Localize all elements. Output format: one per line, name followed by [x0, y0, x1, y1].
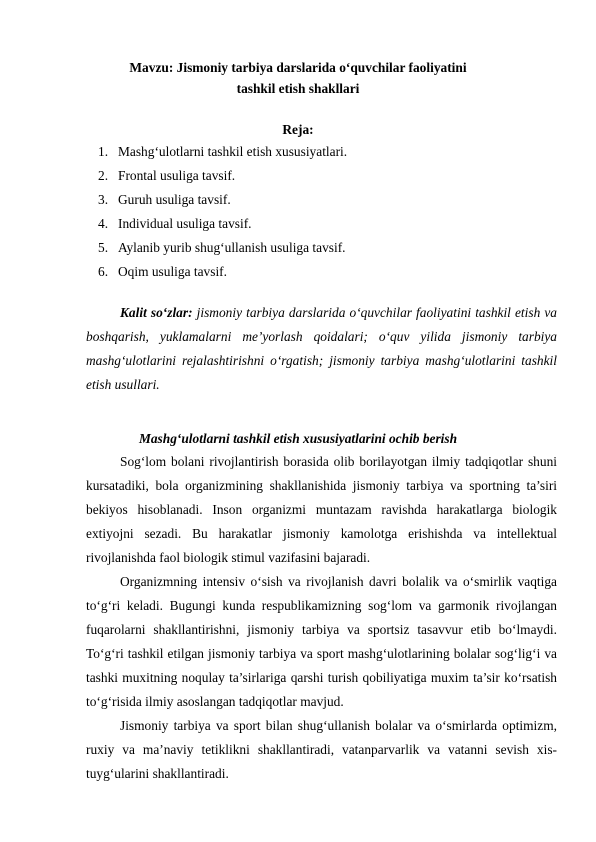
plan-item-number: 6.: [98, 264, 109, 279]
plan-item-text: Guruh usuliga tavsif.: [118, 192, 231, 207]
plan-item: [98, 144, 347, 168]
plan-item-text: Aylanib yurib shug‘ullanish usuliga tavsif.: [118, 240, 346, 255]
plan-item-text: Mashg‘ulotlarni tashkil etish xususiyatlari.: [118, 144, 348, 159]
plan-item: [98, 264, 347, 288]
keywords-paragraph: [86, 301, 557, 397]
document-title-line-1: Mavzu: Jismoniy tarbiya darslarida o‘quvchilar faoliyatini: [129, 60, 467, 75]
plan-heading: Reja:: [282, 122, 314, 137]
body-paragraph: Jismoniy tarbiya va sport bilan shug‘ullanish bolalar va o‘smirlarda optimizm, ruxiy va ma’naviy tetiklikni shakllantiradi, vatanparvarlik va vatanni sevish xis-tuyg‘ularini shakllantiradi.: [86, 718, 557, 781]
body-paragraph: Organizmning intensiv o‘sish va rivojlanish davri bolalik va o‘smirlik vaqtiga to‘g‘ri keladi. Bugungi kunda respublikamizning sog‘lom va garmonik rivojlangan fuqarolarni shakllantirishni, jismoniy tarbiya va sportsiz tasavvur etib bo‘lmaydi. To‘g‘ri tashkil etilgan jismoniy tarbiya va sport mashg‘ulotlarining bolalar sog‘lig‘i va tashki muxitning noqulay ta’sirlariga qarshi turish qobiliyatiga muxim ta’sir ko‘rsatish to‘g‘risida ilmiy asoslangan tadqiqotlar mavjud.: [86, 574, 557, 709]
body-paragraph: Sog‘lom bolani rivojlantirish borasida olib borilayotgan ilmiy tadqiqotlar shuni kursatadiki, bola organizmining shakllanishida jismoniy tarbiya va sportning ta’siri bekiyos hisoblanadi. Inson organizmi muntazam ravishda harakatlarga biologik extiyojni sezadi. Bu harakatlar jismoniy kamolotga erishishda va intellektual rivojlanishda faol biologik stimul vazifasini bajaradi.: [86, 454, 557, 565]
plan-item-number: 3.: [98, 192, 109, 207]
plan-list: [98, 144, 347, 288]
plan-item: [98, 216, 347, 240]
plan-item-text: Oqim usuliga tavsif.: [118, 264, 227, 279]
keywords-text: jismoniy tarbiya darslarida o‘quvchilar faoliyatini tashkil etish va boshqarish, yuklamalarni me’yorlash qoidalari; o‘quv yilida jismoniy tarbiya mashg‘ulotlarini rejalashtirishni o‘rgatish; jismoniy tarbiya mashg‘ulotlarini tashkil etish usullari.: [86, 305, 557, 392]
keywords-label: Kalit so‘zlar:: [120, 305, 193, 320]
plan-item: [98, 192, 347, 216]
document-title-line-2: tashkil etish shakllari: [236, 81, 360, 96]
section-heading: Mashg‘ulotlarni tashkil etish xususiyatlarini ochib berish: [138, 431, 458, 446]
plan-item: [98, 168, 347, 192]
plan-item-text: Frontal usuliga tavsif.: [118, 168, 236, 183]
plan-item-number: 4.: [98, 216, 109, 231]
plan-item: [98, 240, 347, 264]
plan-item-number: 2.: [98, 168, 109, 183]
plan-item-number: 1.: [98, 144, 109, 159]
plan-item-number: 5.: [98, 240, 109, 255]
plan-item-text: Individual usuliga tavsif.: [118, 216, 252, 231]
